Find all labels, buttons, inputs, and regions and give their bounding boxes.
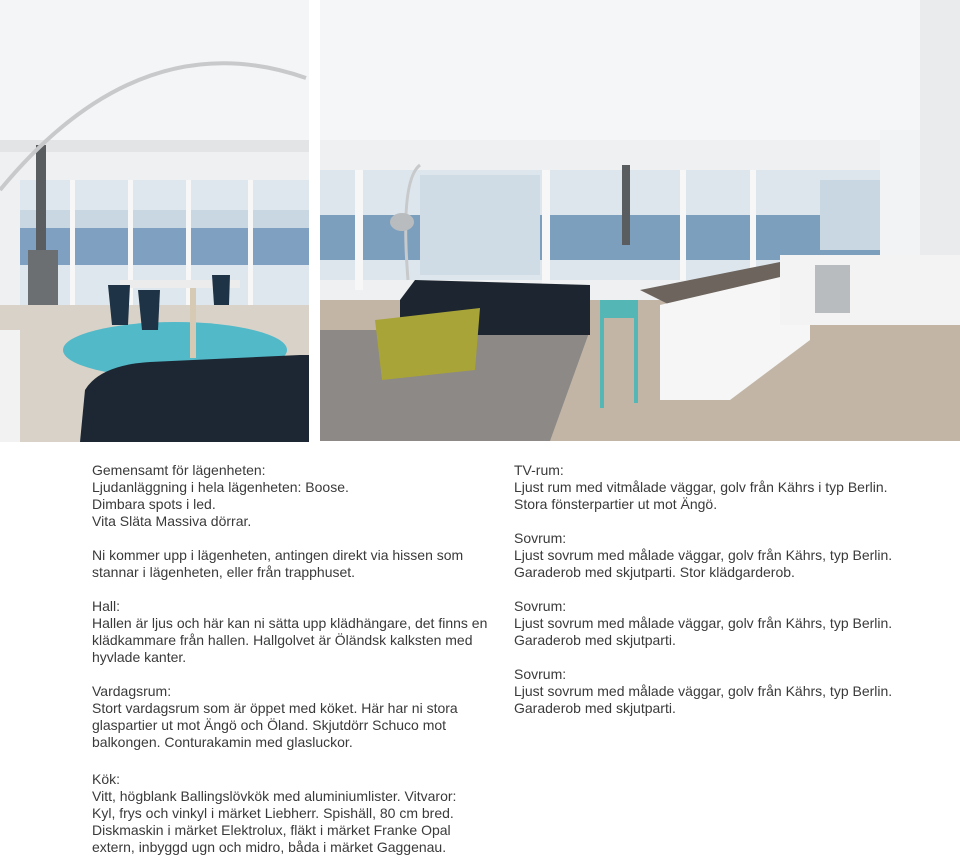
text-line: klädkammare från hallen. Hallgolvet är Öländsk kalksten med	[92, 632, 473, 648]
text-line: glaspartier ut mot Ängö och Öland. Skjutdörr Schuco mot	[92, 717, 447, 733]
bedroom-paragraph	[514, 530, 954, 581]
text-line: stannar i lägenheten, eller från trapphuset.	[92, 564, 356, 580]
text-line: Dimbara spots i led.	[92, 496, 216, 512]
text-line: Vita Släta Massiva dörrar.	[92, 513, 252, 529]
text-line: Hall:	[92, 598, 121, 614]
text-line: Sovrum:	[514, 530, 567, 546]
text-line: Kök:	[92, 771, 121, 787]
text-line: extern, inbyggd ugn och midro, båda i märket Gaggenau.	[92, 839, 447, 855]
text-line: Sovrum:	[514, 598, 567, 614]
text-line: Kyl, frys och vinkyl i märket Liebherr. Spishäll, 80 cm bred.	[92, 805, 454, 821]
text-line: Ljust sovrum med målade väggar, golv från Kährs, typ Berlin.	[514, 683, 893, 699]
bedroom-paragraph	[514, 598, 954, 649]
text-line: balkongen. Conturakamin med glasluckor.	[92, 734, 353, 750]
text-line: Ni kommer upp i lägenheten, antingen direkt via hissen som	[92, 547, 464, 563]
entry-paragraph	[92, 547, 502, 581]
text-line: Diskmaskin i märket Elektrolux, fläkt i märket Franke Opal	[92, 822, 451, 838]
living-room-paragraph	[92, 683, 502, 751]
text-line: Ljudanläggning i hela lägenheten: Boose.	[92, 479, 349, 495]
bedroom-paragraph	[514, 666, 954, 717]
right-text-column	[514, 462, 954, 717]
text-line: Ljust sovrum med målade väggar, golv från Kährs, typ Berlin.	[514, 547, 893, 563]
text-line: Garaderob med skjutparti.	[514, 700, 676, 716]
tv-room-paragraph	[514, 462, 954, 513]
text-line: Ljust sovrum med målade väggar, golv från Kährs, typ Berlin.	[514, 615, 893, 631]
kitchen-living-photo	[320, 0, 960, 441]
text-line: Hallen är ljus och här kan ni sätta upp klädhängare, det finns en	[92, 615, 488, 631]
kitchen-text-block	[92, 771, 512, 856]
hall-paragraph	[92, 598, 502, 666]
text-line: Sovrum:	[514, 666, 567, 682]
text-line: Gemensamt för lägenheten:	[92, 462, 266, 478]
living-room-photo	[0, 0, 309, 442]
text-line: Stort vardagsrum som är öppet med köket. Här har ni stora	[92, 700, 458, 716]
text-line: Vitt, högblank Ballingslövkök med aluminiumlister. Vitvaror:	[92, 788, 457, 804]
text-line: hyvlade kanter.	[92, 649, 187, 665]
text-line: Vardagsrum:	[92, 683, 172, 699]
text-line: Ljust rum med vitmålade väggar, golv från Kährs i typ Berlin.	[514, 479, 888, 495]
text-line: Stora fönsterpartier ut mot Ängö.	[514, 496, 718, 512]
left-text-column	[92, 462, 502, 751]
kitchen-paragraph	[92, 771, 512, 856]
text-line: Garaderob med skjutparti. Stor klädgarderob.	[514, 564, 795, 580]
text-line: TV-rum:	[514, 462, 564, 478]
common-features-paragraph	[92, 462, 502, 530]
text-line: Garaderob med skjutparti.	[514, 632, 676, 648]
